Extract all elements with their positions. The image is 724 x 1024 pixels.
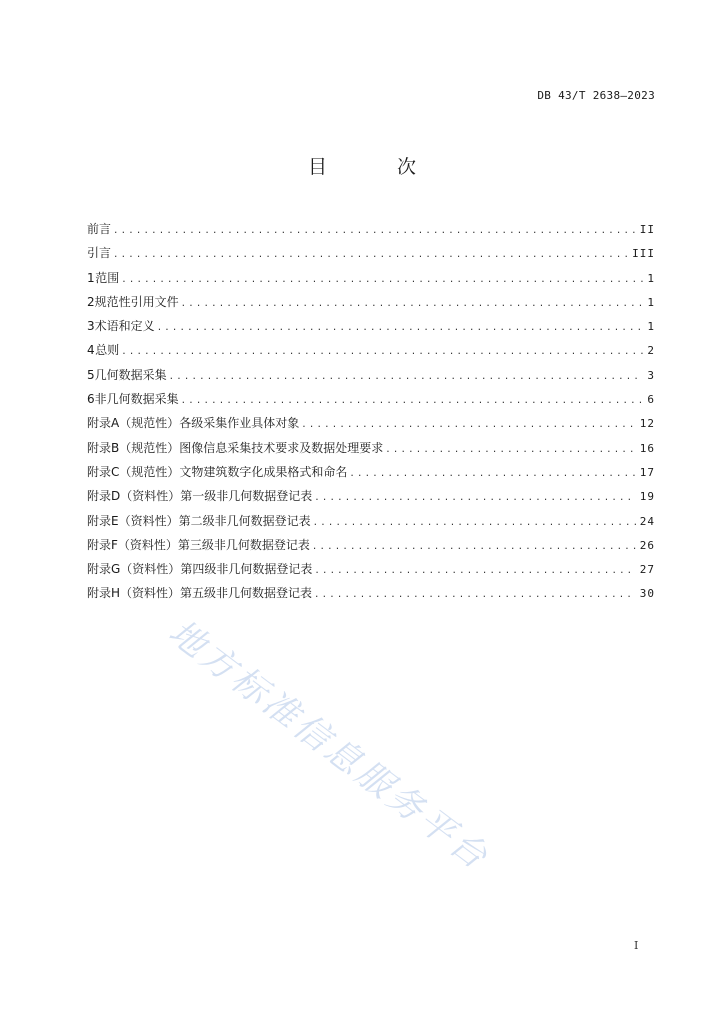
toc-entry-page: 27 [639, 563, 655, 577]
toc-entry-label: 第三级非几何数据登记表 [177, 537, 310, 552]
toc-entry-annex: 附录A（规范性） [87, 416, 180, 431]
toc-entry-annex: 附录B（规范性） [87, 440, 180, 455]
toc-entry-page: 6 [647, 393, 655, 407]
toc-entry-label: 第四级非几何数据登记表 [180, 562, 313, 577]
toc-entry-page: 1 [647, 295, 655, 309]
toc-entry[interactable] [87, 436, 655, 460]
toc-entry-label: 总则 [95, 343, 120, 358]
toc-dot-leader [121, 340, 643, 364]
toc-entry[interactable] [87, 411, 655, 435]
toc-dot-leader [113, 243, 628, 267]
watermark: 地方标准信息服务平台 [161, 612, 497, 880]
toc-entry-label: 第五级非几何数据登记表 [180, 586, 313, 601]
toc-entry-page: 16 [639, 441, 655, 455]
toc-entry-page: 2 [647, 344, 655, 358]
page-title: 目 次 [307, 156, 449, 178]
toc-entry[interactable] [87, 241, 655, 265]
toc-entry[interactable] [87, 557, 655, 581]
toc-dot-leader [181, 389, 644, 413]
toc-dot-leader [157, 316, 644, 340]
page-number: I [634, 939, 639, 952]
toc-entry-page: 1 [647, 320, 655, 334]
toc-entry[interactable] [87, 460, 655, 484]
toc-entry-label: 几何数据采集 [94, 367, 167, 382]
toc-entry-page: 3 [647, 368, 655, 382]
toc-dot-leader [121, 268, 643, 292]
toc-entry-page: 12 [639, 417, 655, 431]
toc-dot-leader [385, 438, 636, 462]
toc-dot-leader [314, 583, 636, 607]
toc-entry-number: 4 [87, 343, 95, 358]
toc-dot-leader [169, 365, 644, 389]
document-code: DB 43/T 2638—2023 [537, 89, 655, 102]
toc-entry-page: 24 [639, 514, 655, 528]
toc-entry-label: 图像信息采集技术要求及数据处理要求 [179, 440, 384, 455]
toc-entry-number: 2 [87, 294, 95, 309]
toc-entry-label: 非几何数据采集 [94, 392, 179, 407]
toc-entry-annex: 附录H（资料性） [87, 586, 181, 601]
toc-dot-leader [349, 462, 635, 486]
toc-entry[interactable] [87, 581, 655, 605]
toc-entry-number: 6 [87, 392, 95, 407]
toc-entry-label: 前言 [87, 222, 112, 236]
toc-entry[interactable] [87, 290, 655, 314]
toc-entry[interactable] [87, 387, 655, 411]
toc-entry-page: 17 [639, 465, 655, 479]
toc-entry[interactable] [87, 266, 655, 290]
toc-entry-number: 3 [87, 319, 95, 334]
toc-entry-page: II [639, 223, 655, 236]
toc-entry[interactable] [87, 363, 655, 387]
toc-entry-annex: 附录G（资料性） [87, 562, 181, 577]
toc-entry-label: 引言 [87, 246, 112, 261]
toc-entry-number: 1 [87, 270, 95, 285]
toc-entry-annex: 附录F（资料性） [87, 537, 178, 552]
toc-dot-leader [314, 559, 635, 583]
toc-entry[interactable] [87, 338, 655, 362]
toc-entry-page: 30 [639, 587, 655, 601]
toc-dot-leader [313, 511, 636, 535]
toc-entry[interactable] [87, 484, 655, 508]
toc-entry[interactable] [87, 533, 655, 557]
toc-entry-label: 文物建筑数字化成果格式和命名 [179, 464, 348, 479]
toc-entry-label: 第二级非几何数据登记表 [178, 513, 311, 528]
toc-entry-page: III [632, 247, 655, 261]
toc-dot-leader [181, 292, 644, 316]
toc-entry-label: 规范性引用文件 [94, 294, 179, 309]
toc-entry-label: 术语和定义 [94, 319, 155, 334]
toc-entry-page: 1 [647, 271, 655, 285]
toc-dot-leader [314, 486, 635, 510]
toc-entry-number: 5 [87, 367, 95, 382]
toc-entry[interactable] [87, 217, 655, 241]
toc-entry-annex: 附录D（资料性） [87, 489, 181, 504]
toc-entry-annex: 附录E（资料性） [87, 513, 179, 528]
toc-entry[interactable] [87, 509, 655, 533]
toc-entry-label: 第一级非几何数据登记表 [180, 489, 313, 504]
toc-dot-leader [113, 219, 636, 243]
toc-dot-leader [312, 535, 636, 559]
toc-entry-annex: 附录C（规范性） [87, 464, 180, 479]
table-of-contents [87, 217, 655, 606]
toc-entry-label: 范围 [95, 270, 120, 285]
toc-entry-page: 26 [639, 538, 655, 552]
toc-dot-leader [301, 413, 636, 437]
toc-entry[interactable] [87, 314, 655, 338]
toc-entry-page: 19 [639, 490, 655, 504]
toc-entry-label: 各级采集作业具体对象 [179, 416, 300, 431]
